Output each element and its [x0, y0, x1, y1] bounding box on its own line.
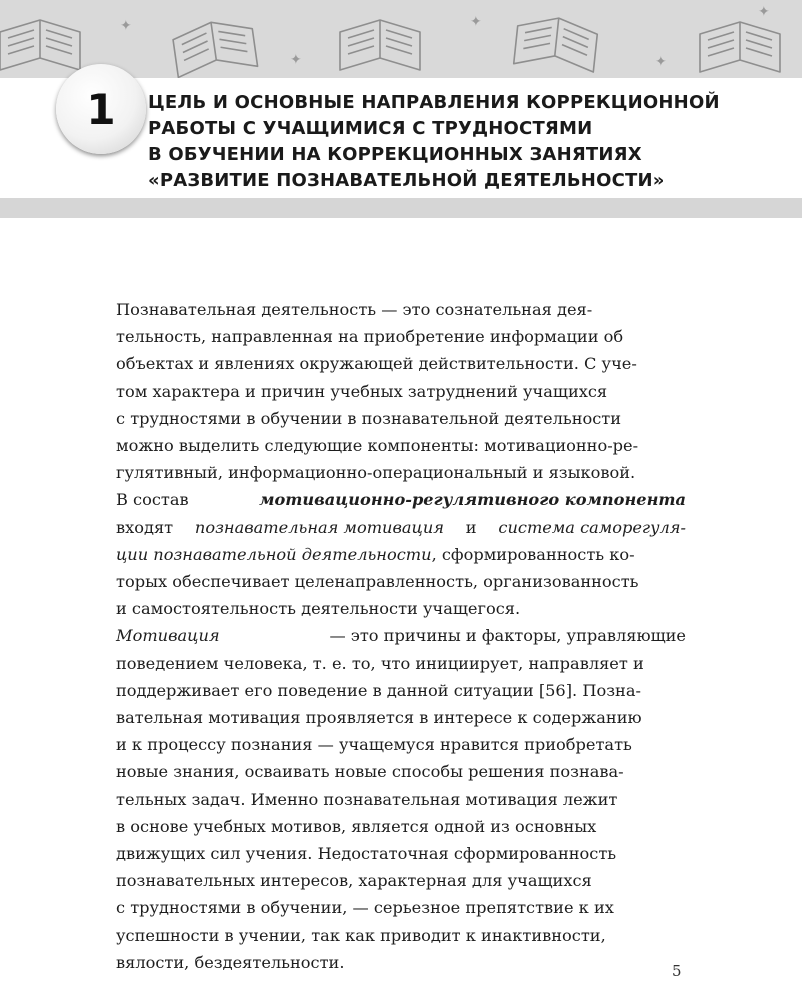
text-span: поведением человека, т. е. то, что инициирует, направляет и — [116, 653, 644, 673]
svg-text:✦: ✦ — [470, 14, 482, 30]
text-span: можно выделить следующие компоненты: мотивационно-ре- — [116, 436, 639, 456]
text-span: том характера и причин учебных затруднений учащихся — [116, 381, 608, 401]
text-line — [116, 894, 686, 921]
term-self-regulation: система саморегуля- — [498, 517, 686, 537]
text-line — [116, 786, 686, 813]
text-line — [116, 867, 686, 894]
text-span: успешности в учении, так как приводит к инактивности, — [116, 925, 606, 945]
text-span: тельность, направленная на приобретение информации об — [116, 327, 624, 347]
text-line — [116, 459, 686, 486]
chapter-title-line: В ОБУЧЕНИИ НА КОРРЕКЦИОННЫХ ЗАНЯТИЯХ — [148, 144, 642, 165]
text-line — [116, 486, 686, 513]
term-self-regulation-cont: ции познавательной деятельности — [116, 544, 432, 564]
text-line — [116, 323, 686, 350]
chapter-number-badge: 1 — [56, 64, 146, 154]
text-line — [116, 922, 686, 949]
header-banner — [0, 0, 802, 78]
chapter-title-line: ЦЕЛЬ И ОСНОВНЫЕ НАПРАВЛЕНИЯ КОРРЕКЦИОННОЙ — [148, 92, 720, 113]
text-span: движущих сил учения. Недостаточная сформированность — [116, 844, 617, 864]
svg-text:✦: ✦ — [655, 54, 667, 70]
open-book-icon — [0, 0, 802, 78]
text-line — [116, 949, 686, 976]
chapter-title-line: РАБОТЫ С УЧАЩИМИСЯ С ТРУДНОСТЯМИ — [148, 118, 593, 139]
text-span: вялости, бездеятельности. — [116, 952, 345, 972]
text-line — [116, 595, 686, 622]
text-line — [116, 378, 686, 405]
text-span: торых обеспечивает целенаправленность, организованность — [116, 572, 639, 592]
text-line — [116, 568, 686, 595]
text-line — [116, 514, 686, 541]
text-span: в основе учебных мотивов, является одной из основных — [116, 816, 597, 836]
text-line — [116, 350, 686, 377]
text-span: и — [465, 517, 477, 537]
text-line — [116, 677, 686, 704]
text-line — [116, 731, 686, 758]
text-span: поддерживает его поведение в данной ситуации [56]. Позна- — [116, 680, 641, 700]
text-line — [116, 405, 686, 432]
text-span: объектах и явлениях окружающей действительности. С уче- — [116, 354, 637, 374]
chapter-title — [148, 90, 768, 194]
text-span: вательная мотивация проявляется в интересе к содержанию — [116, 708, 642, 728]
text-span: и к процессу познания — учащемуся нравится приобретать — [116, 735, 632, 755]
text-span: — это причины и факторы, управляющие — [329, 626, 686, 646]
svg-text:✦: ✦ — [120, 18, 132, 34]
chapter-title-line: «РАЗВИТИЕ ПОЗНАВАТЕЛЬНОЙ ДЕЯТЕЛЬНОСТИ» — [148, 170, 665, 191]
text-line — [116, 704, 686, 731]
svg-text:✦: ✦ — [290, 52, 302, 68]
text-span: и самостоятельность деятельности учащегося. — [116, 599, 521, 619]
title-divider-band — [0, 198, 802, 218]
text-span: тельных задач. Именно познавательная мотивация лежит — [116, 789, 618, 809]
svg-text:✦: ✦ — [758, 4, 770, 20]
text-line — [116, 622, 686, 649]
term-motivational-regulatory: мотивационно-регулятивного компонента — [259, 490, 686, 510]
text-span: с трудностями в обучении, — серьезное препятствие к их — [116, 898, 614, 918]
text-line — [116, 813, 686, 840]
text-span: гулятивный, информационно-операциональный и языковой. — [116, 463, 636, 483]
text-line — [116, 432, 686, 459]
text-span: , сформированность ко- — [431, 544, 635, 564]
term-motivation: Мотивация — [116, 626, 220, 646]
text-span: В состав — [116, 490, 189, 510]
text-span: с трудностями в обучении в познавательной деятельности — [116, 408, 622, 428]
term-cognitive-motivation: познавательная мотивация — [194, 517, 444, 537]
text-span: Познавательная деятельность — это сознательная дея- — [116, 300, 593, 319]
text-span: входят — [116, 517, 174, 537]
text-span: познавательных интересов, характерная для учащихся — [116, 871, 592, 891]
text-line — [116, 296, 686, 323]
text-line — [116, 650, 686, 677]
text-line — [116, 840, 686, 867]
page-number: 5 — [672, 962, 682, 980]
text-span: новые знания, осваивать новые способы решения познава- — [116, 762, 624, 782]
text-line — [116, 758, 686, 785]
body-text — [116, 296, 686, 976]
text-line — [116, 541, 686, 568]
